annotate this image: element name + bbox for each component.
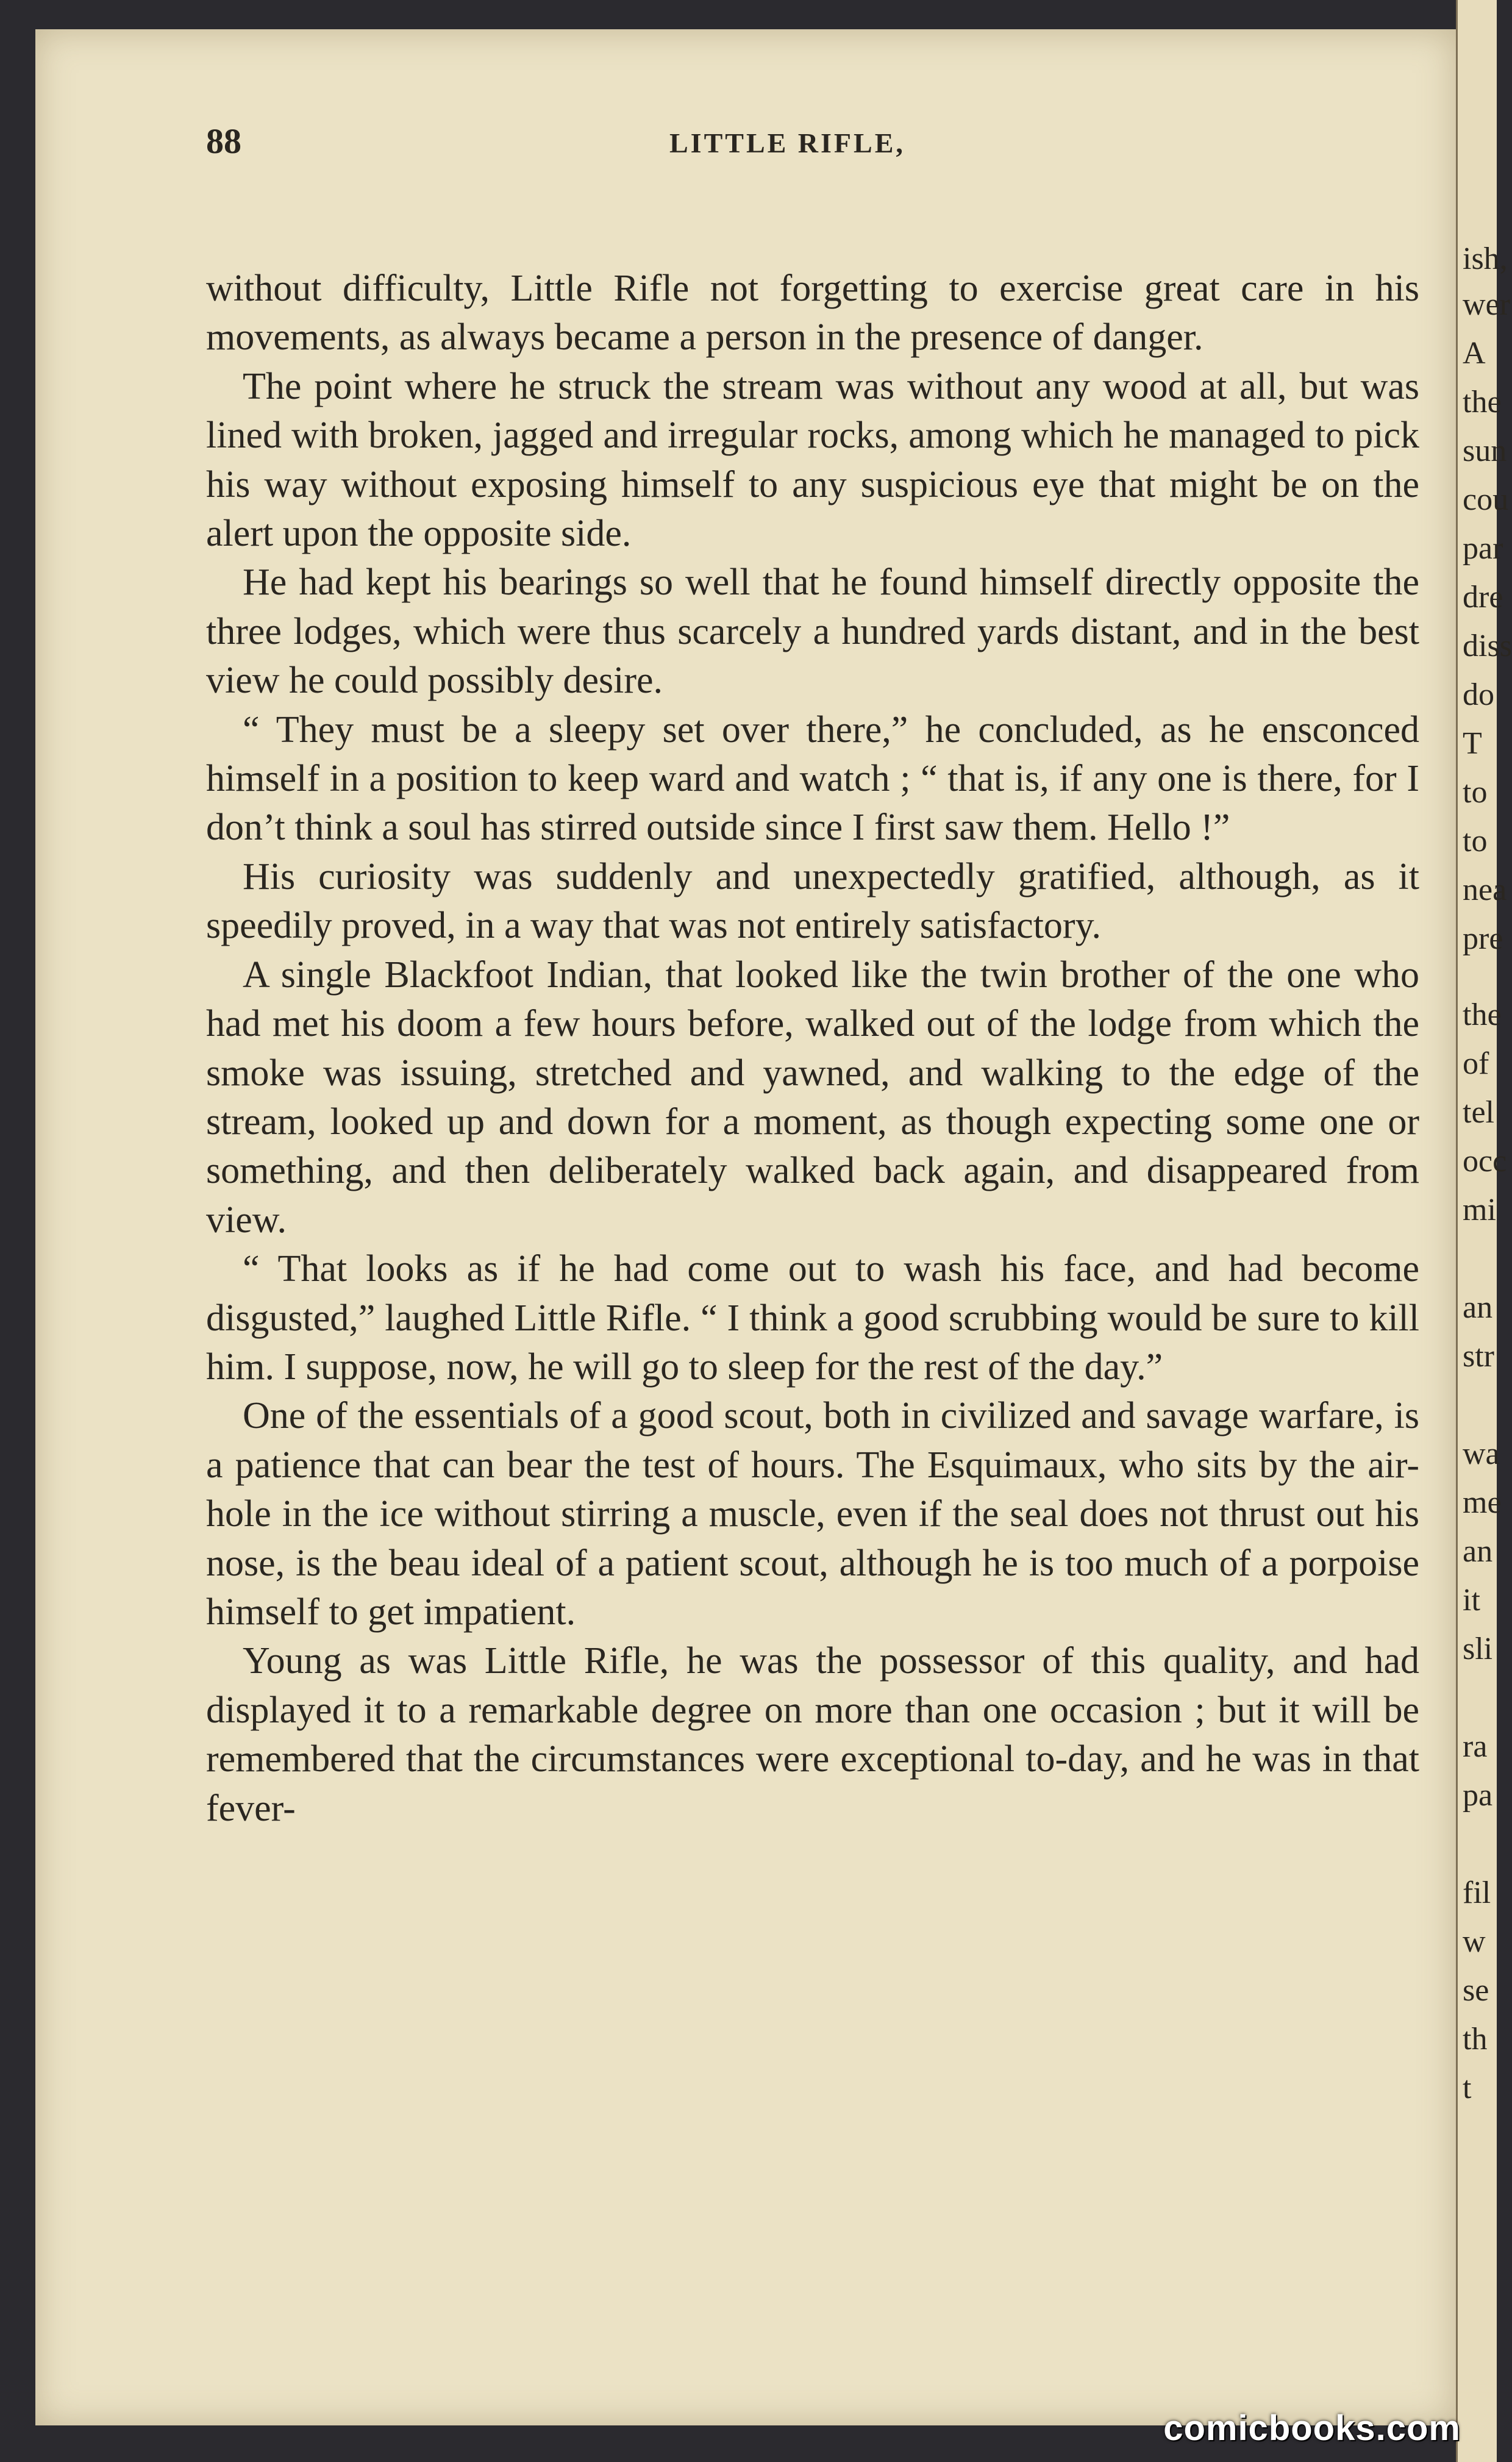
edge-text: an bbox=[1463, 1534, 1493, 1569]
edge-text: an bbox=[1463, 1290, 1493, 1325]
book-page-right-edge bbox=[1456, 0, 1512, 2462]
paragraph: “ That looks as if he had come out to wash his face, and had become disgusted,” laughed Little Rifle. “ I think a good scrubbing would be sure to kill him. I suppose, now, he will go to sleep for the rest of the day.” bbox=[206, 1248, 1419, 1388]
edge-text: to bbox=[1463, 775, 1488, 810]
paragraph: His curiosity was suddenly and unexpectedly gratified, although, as it speedily proved, in a way that was not entirely satisfactory. bbox=[206, 855, 1419, 947]
edge-text: tel bbox=[1463, 1095, 1494, 1130]
edge-text: nea bbox=[1463, 872, 1507, 907]
edge-text: pa bbox=[1463, 1778, 1493, 1813]
edge-text: wa bbox=[1463, 1436, 1500, 1471]
body-text bbox=[206, 264, 1419, 1833]
running-title: LITTLE RIFLE, bbox=[669, 127, 905, 159]
edge-text: th bbox=[1463, 2022, 1488, 2057]
edge-text: ish, bbox=[1463, 241, 1508, 276]
edge-text: str bbox=[1463, 1339, 1494, 1374]
edge-text: fil bbox=[1463, 1875, 1491, 1910]
edge-text: occ bbox=[1463, 1144, 1507, 1179]
edge-text: me bbox=[1463, 1485, 1502, 1520]
edge-text: dre bbox=[1463, 580, 1503, 615]
edge-text: T bbox=[1463, 726, 1482, 761]
watermark: comicbooks.com bbox=[1163, 2408, 1461, 2448]
edge-text: A bbox=[1463, 336, 1486, 371]
edge-text: the bbox=[1463, 997, 1502, 1032]
edge-text: it bbox=[1463, 1583, 1480, 1618]
edge-text: par bbox=[1463, 531, 1503, 566]
edge-text: t bbox=[1463, 2071, 1472, 2105]
page-number: 88 bbox=[206, 121, 241, 161]
edge-text: pre bbox=[1463, 921, 1503, 956]
paragraph: He had kept his bearings so well that he found himself directly opposite the three lodges, which were thus scarcely a hundred yards distant, and in the best view he could possibly desire. bbox=[206, 562, 1419, 702]
paragraph: A single Blackfoot Indian, that looked like the twin brother of the one who had met his doom a few hours before, walked out of the lodge from which the smoke was issuing, stretched and yawned, and walking to the edge of the stream, looked up and down for a moment, as though expecting some one or something, and then deliberately walked back again, and disappeared from view. bbox=[206, 954, 1419, 1241]
paragraph: One of the essentials of a good scout, both in civilized and savage warfare, is a patience that can bear the test of hours. The Esquimaux, who sits by the air-hole in the ice without stirring a muscle, even if the seal does not thrust out his nose, is the beau ideal of a patient scout, although he is too much of a porpoise himself to get impatient. bbox=[206, 1395, 1419, 1633]
edge-text: sli bbox=[1463, 1632, 1493, 1666]
page-header bbox=[35, 121, 1456, 169]
edge-text: ra bbox=[1463, 1729, 1488, 1764]
edge-text: cou bbox=[1463, 482, 1509, 517]
paragraph: The point where he struck the stream was without any wood at all, but was lined with broken, jagged and irregular rocks, among which he managed to pick his way without exposing himself to any suspicious eye that might be on the alert upon the opposite side. bbox=[206, 365, 1419, 555]
edge-text: of bbox=[1463, 1046, 1489, 1081]
edge-text: sun bbox=[1463, 434, 1507, 468]
edge-text: wer bbox=[1463, 287, 1510, 322]
paragraph: “ They must be a sleepy set over there,” he concluded, as he ensconced himself in a position to keep ward and watch ; “ that is, if any one is there, for I don’t think a soul has stirred outside since I first saw them. Hello !” bbox=[206, 708, 1419, 849]
edge-text: mi bbox=[1463, 1193, 1496, 1227]
paragraph: without difficulty, Little Rifle not forgetting to exercise great care in his movements, as always became a person in the presence of danger. bbox=[206, 268, 1419, 359]
book-page-left bbox=[35, 29, 1456, 2425]
edge-text: to bbox=[1463, 824, 1488, 858]
edge-text: diss bbox=[1463, 629, 1512, 663]
edge-text: se bbox=[1463, 1973, 1489, 2008]
edge-text: the bbox=[1463, 385, 1502, 419]
edge-text: w bbox=[1463, 1924, 1486, 1959]
paragraph: Young as was Little Rifle, he was the possessor of this quality, and had displayed it to a remarkable degree on more than one occasion ; but it will be remembered that the circumstances were exceptional to-day, and he was in that fever- bbox=[206, 1640, 1419, 1829]
edge-text: do bbox=[1463, 677, 1494, 712]
